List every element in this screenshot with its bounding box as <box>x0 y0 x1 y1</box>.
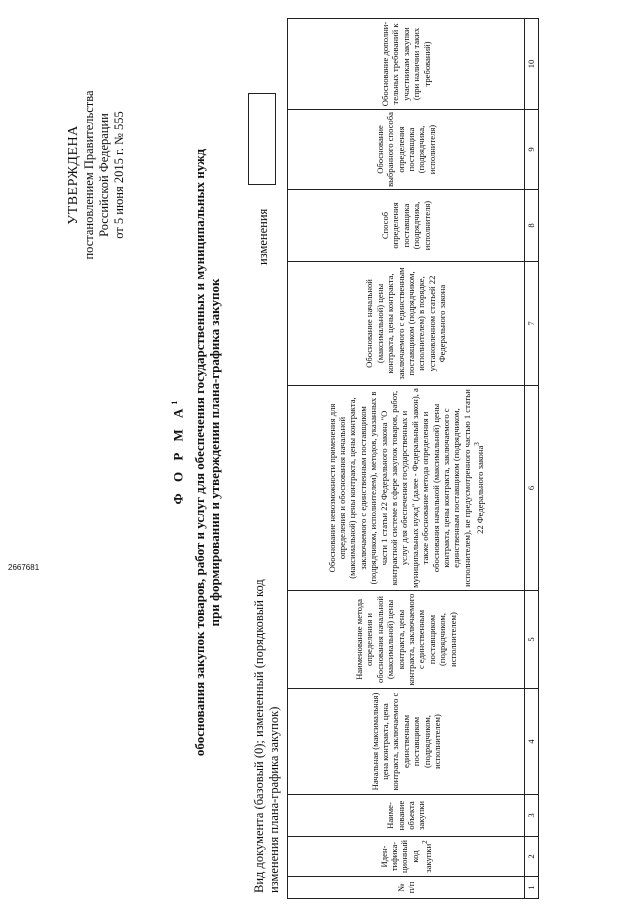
column-number-row <box>525 19 539 899</box>
form-word <box>170 0 186 905</box>
document-type-line-1: Вид документа (базовый (0); измененный (порядковый код <box>252 579 266 893</box>
form-word-text: Ф О Р М А <box>170 404 186 505</box>
column-number: 9 <box>525 110 539 190</box>
column-number: 3 <box>525 795 539 837</box>
column-number: 1 <box>525 877 539 899</box>
approval-stamp: УТВЕРЖДЕНА <box>66 125 81 225</box>
justification-table <box>287 18 539 899</box>
column-number: 6 <box>525 386 539 591</box>
header-cell: Обоснование дополни-тельных требований к участникам закупки (при наличии таких требований) <box>288 19 525 110</box>
header-cell: Обоснование начальной (максимальной) цены контракта, цены контракта, заключаемого с единственным поставщиком (подрядчиком, исполнителем) в порядке, установленном статьей 22 Федерального закона <box>288 262 525 386</box>
column-number: 8 <box>525 190 539 262</box>
header-cell: Иден-тифика-ционный код закупки$^2$ <box>288 837 525 877</box>
column-number: 10 <box>525 19 539 110</box>
header-cell: Обоснование выбранного способа определения поставщика (подрядчика, исполнителя) <box>288 110 525 190</box>
form-title-line-1: обоснования закупок товаров, работ и услуг для обеспечения государственных и муниципальных нужд <box>192 148 208 757</box>
document-type <box>252 579 282 893</box>
footnote-mark: 1 <box>170 400 179 405</box>
document-type-line-2: изменения плана-графика закупок) <box>267 706 281 893</box>
header-cell: Наименование метода определения и обоснования начальной (максимальной) цены контракта, цены контракта, заключаемого с единственным поставщиком (подрядчиком, исполнителем) <box>288 591 525 689</box>
side-id: 2667681 <box>8 563 40 572</box>
header-cell: Наиме-нование объекта закупки <box>288 795 525 837</box>
form-title-line-2: при формировании и утверждении плана-графика закупок <box>207 278 223 627</box>
column-number: 2 <box>525 837 539 877</box>
approval-line-3: от 5 июня 2015 г. № 555 <box>112 111 126 239</box>
table-header-row <box>288 19 525 899</box>
header-cell: Способ определения поставщика (подрядчика, исполнителя) <box>288 190 525 262</box>
change-label: изменения <box>256 208 270 265</box>
change-code-box <box>248 93 276 185</box>
column-number: 4 <box>525 689 539 795</box>
form-title <box>170 0 222 905</box>
header-cell: Обоснование невозможности применения для определения и обоснования начальной (максимальной) цены контракта, цены контракта, заключаемого с единственным поставщиком (подрядчиком, исполнителем), методов, указанных в части 1 статьи 22 Федерального закона "О контрактной системе в сфере закупок товаров, работ, услуг для обеспечения государственных и муниципальных нужд" (далее - Федеральный закон), а также обоснование метода определения и обоснования начальной (максимальной) цены контракта, цены контракта, заключаемого с единственным поставщиком (подрядчиком, исполнителем), не предусмотренного частью 1 статьи 22 Федерального закона$^3$ <box>288 386 525 591</box>
approval-block <box>66 40 127 310</box>
column-number: 5 <box>525 591 539 689</box>
column-number: 7 <box>525 262 539 386</box>
approval-line-1: постановлением Правительства <box>82 90 96 260</box>
header-cell: № п/п <box>288 877 525 899</box>
approval-line-2: Российской Федерации <box>97 113 111 237</box>
header-cell: Начальная (максимальная) цена контракта, цена контракта, заключаемого с единственным поставщиком (подрядчиком, исполнителем) <box>288 689 525 795</box>
